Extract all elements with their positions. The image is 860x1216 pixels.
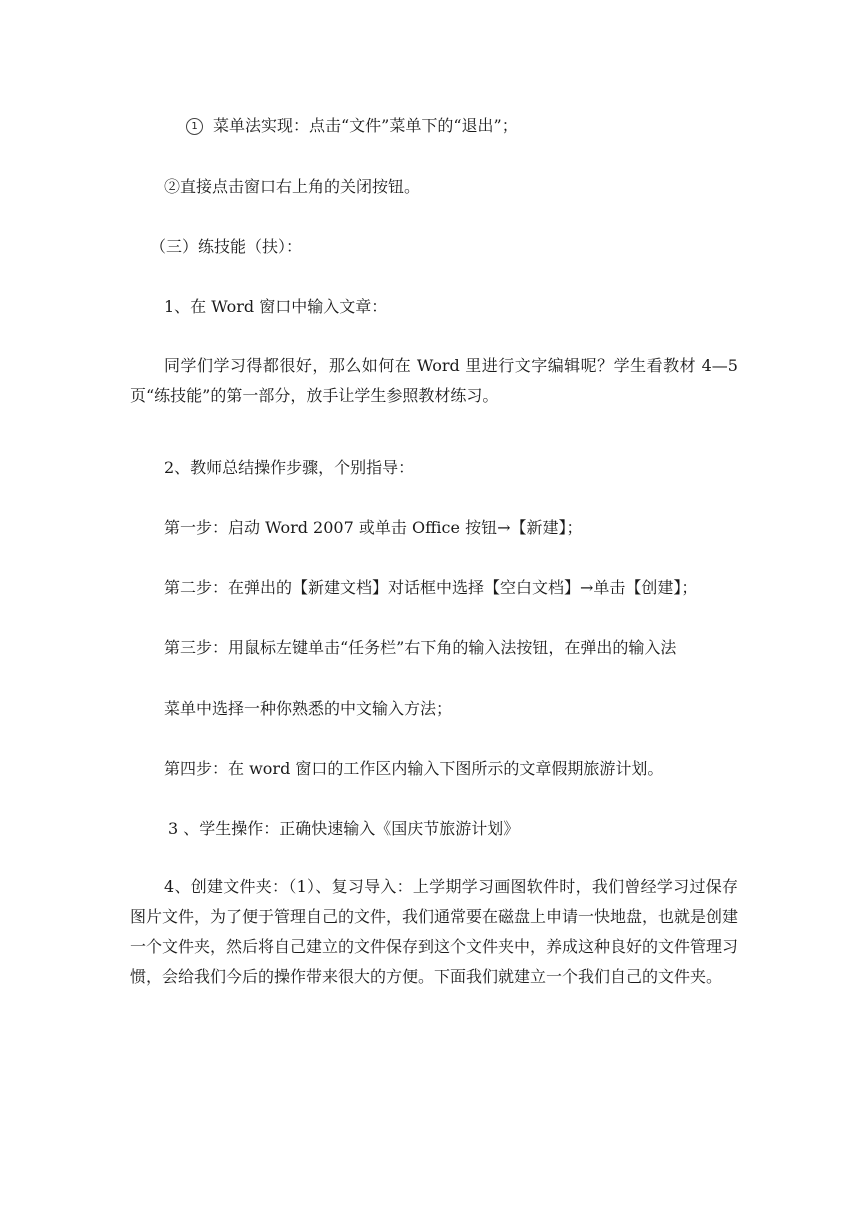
step-one: 第一步：启动 Word 2007 或单击 Office 按钮→【新建】； (164, 518, 583, 537)
section-heading-practice: （三）练技能（扶）： (150, 237, 303, 256)
step-menu-exit-text: 菜单法实现：点击“文件”菜单下的“退出”； (213, 116, 518, 135)
circled-number-1: 1 (186, 118, 203, 135)
step-menu-exit (186, 116, 796, 136)
paragraph-word-editing: 同学们学习得都很好，那么如何在 Word 里进行文字编辑呢？学生看教材 4—5 页“练技能”的第一部分，放手让学生参照教材练习。 (130, 356, 738, 405)
step-close-button: ②直接点击窗口右上角的关闭按钮。 (164, 177, 421, 196)
paragraph-create-folder: 4、创建文件夹：（1）、复习导入：上学期学习画图软件时，我们曾经学习过保存图片文件，为了便于管理自己的文件，我们通常要在磁盘上申请一快地盘，也就是创建一个文件夹，然后将自己建立的文件保存到这个文件夹中，养成这种良好的文件管理习惯，会给我们今后的操作带来很大的方便。下面我们就建立一个我们自己的文件夹。 (130, 877, 739, 986)
item-student-operation: 3 、学生操作：正确快速输入《国庆节旅游计划》 (168, 819, 520, 838)
step-three: 第三步：用鼠标左键单击“任务栏”右下角的输入法按钮，在弹出的输入法 (164, 638, 677, 657)
item-teacher-summary: 2、教师总结操作步骤，个别指导： (164, 458, 415, 477)
step-three-continued: 菜单中选择一种你熟悉的中文输入方法； (164, 699, 453, 718)
step-four: 第四步：在 word 窗口的工作区内输入下图所示的文章假期旅游计划。 (164, 759, 664, 778)
item-input-article: 1、在 Word 窗口中输入文章： (164, 297, 388, 316)
step-two: 第二步：在弹出的【新建文档】对话框中选择【空白文档】→单击【创建】； (164, 578, 698, 597)
